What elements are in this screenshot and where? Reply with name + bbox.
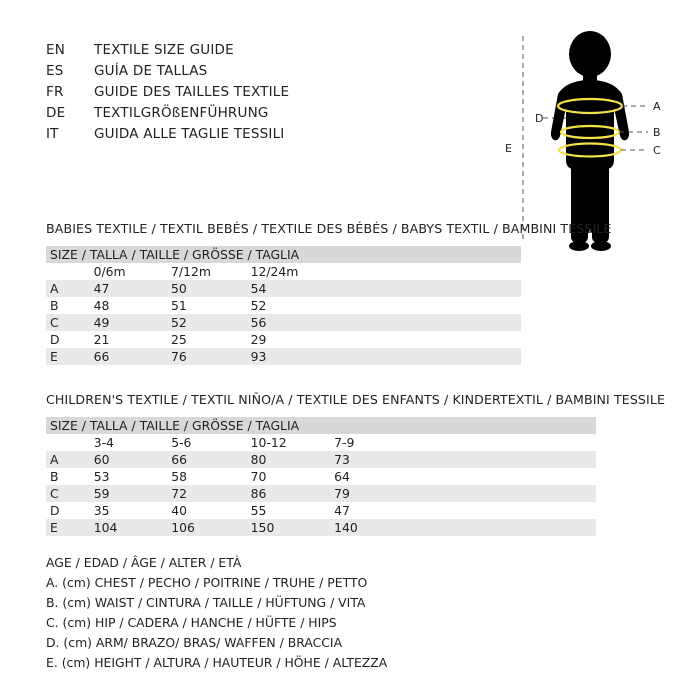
language-title-list <box>46 42 476 147</box>
children-col-3: 7-9 <box>334 434 596 451</box>
children-b-0: 53 <box>94 468 172 485</box>
children-a-0: 60 <box>94 451 172 468</box>
babies-a-1: 50 <box>171 280 251 297</box>
legend-line-b: B. (cm) WAIST / CINTURA / TAILLE / HÜFTUNG / VITA <box>46 595 366 610</box>
figure-letter-e: E <box>505 142 512 155</box>
language-code-de: DE <box>46 105 66 121</box>
children-section-title: CHILDREN'S TEXTILE / TEXTIL NIÑO/A / TEXTILE DES ENFANTS / KINDERTEXTIL / BAMBINI TESSILE <box>46 392 665 407</box>
table-row <box>46 468 596 485</box>
babies-b-0: 48 <box>94 297 171 314</box>
table-row <box>46 348 521 365</box>
babies-section-title: BABIES TEXTILE / TEXTIL BEBÉS / TEXTILE DES BÉBÉS / BABYS TEXTIL / BAMBINI TESSILE <box>46 221 612 236</box>
children-row-label-b: B <box>46 468 94 485</box>
language-text-en: TEXTILE SIZE GUIDE <box>94 42 234 58</box>
children-a-2: 80 <box>251 451 334 468</box>
language-text-it: GUIDA ALLE TAGLIE TESSILI <box>94 126 285 142</box>
babies-column-header-row <box>46 263 521 280</box>
children-e-0: 104 <box>94 519 172 536</box>
babies-d-1: 25 <box>171 331 251 348</box>
figure-letter-a: A <box>653 100 661 113</box>
babies-size-header-row <box>46 246 521 263</box>
children-c-3: 79 <box>334 485 596 502</box>
figure-letter-b: B <box>653 126 661 139</box>
children-a-1: 66 <box>171 451 250 468</box>
children-c-2: 86 <box>251 485 334 502</box>
children-col-2: 10-12 <box>251 434 334 451</box>
children-d-1: 40 <box>171 502 250 519</box>
table-row <box>46 314 521 331</box>
babies-row-label-c: C <box>46 314 94 331</box>
babies-c-2: 56 <box>251 314 521 331</box>
figure-letter-c: C <box>653 144 661 157</box>
children-col-blank <box>46 434 94 451</box>
babies-b-1: 51 <box>171 297 251 314</box>
babies-a-0: 47 <box>94 280 171 297</box>
measurement-legend <box>46 553 387 673</box>
table-row <box>46 451 596 468</box>
children-column-header-row <box>46 434 596 451</box>
babies-col-0: 0/6m <box>94 263 171 280</box>
babies-e-1: 76 <box>171 348 251 365</box>
babies-d-0: 21 <box>94 331 171 348</box>
children-col-0: 3-4 <box>94 434 172 451</box>
children-d-0: 35 <box>94 502 172 519</box>
children-b-3: 64 <box>334 468 596 485</box>
language-text-fr: GUIDE DES TAILLES TEXTILE <box>94 84 290 100</box>
babies-row-label-e: E <box>46 348 94 365</box>
figure-letter-d: D <box>535 112 544 125</box>
legend-line-e: E. (cm) HEIGHT / ALTURA / HAUTEUR / HÖHE / ALTEZZA <box>46 655 388 670</box>
children-row-label-d: D <box>46 502 94 519</box>
table-row <box>46 502 596 519</box>
babies-c-0: 49 <box>94 314 171 331</box>
language-row-es <box>46 63 476 84</box>
language-code-it: IT <box>46 126 59 142</box>
children-col-1: 5-6 <box>171 434 250 451</box>
children-c-0: 59 <box>94 485 172 502</box>
legend-line-age: AGE / EDAD / ÂGE / ALTER / ETÀ <box>46 555 242 570</box>
language-row-en <box>46 42 476 63</box>
babies-b-2: 52 <box>251 297 521 314</box>
children-row-label-a: A <box>46 451 94 468</box>
children-size-table <box>46 417 596 536</box>
children-d-2: 55 <box>251 502 334 519</box>
table-row <box>46 331 521 348</box>
table-row <box>46 280 521 297</box>
language-row-fr <box>46 84 476 105</box>
child-silhouette <box>551 31 629 251</box>
language-row-it <box>46 126 476 147</box>
legend-line-c: C. (cm) HIP / CADERA / HANCHE / HÜFTE / HIPS <box>46 615 337 630</box>
children-a-3: 73 <box>334 451 596 468</box>
children-row-label-c: C <box>46 485 94 502</box>
children-c-1: 72 <box>171 485 250 502</box>
legend-line-a: A. (cm) CHEST / PECHO / POITRINE / TRUHE / PETTO <box>46 575 368 590</box>
children-e-1: 106 <box>171 519 250 536</box>
children-e-3: 140 <box>334 519 596 536</box>
babies-c-1: 52 <box>171 314 251 331</box>
children-b-2: 70 <box>251 468 334 485</box>
babies-d-2: 29 <box>251 331 521 348</box>
babies-a-2: 54 <box>251 280 521 297</box>
babies-col-2: 12/24m <box>251 263 521 280</box>
language-code-en: EN <box>46 42 66 58</box>
children-size-header-row <box>46 417 596 434</box>
babies-row-label-b: B <box>46 297 94 314</box>
babies-col-1: 7/12m <box>171 263 251 280</box>
children-b-1: 58 <box>171 468 250 485</box>
language-text-es: GUÍA DE TALLAS <box>94 63 208 79</box>
babies-size-header: SIZE / TALLA / TAILLE / GRÖSSE / TAGLIA <box>46 246 521 263</box>
babies-col-blank <box>46 263 94 280</box>
babies-e-2: 93 <box>251 348 521 365</box>
children-row-label-e: E <box>46 519 94 536</box>
children-e-2: 150 <box>251 519 334 536</box>
language-text-de: TEXTILGRÖßENFÜHRUNG <box>94 105 269 121</box>
legend-line-d: D. (cm) ARM/ BRAZO/ BRAS/ WAFFEN / BRACCIA <box>46 635 343 650</box>
babies-row-label-a: A <box>46 280 94 297</box>
table-row <box>46 485 596 502</box>
children-size-header: SIZE / TALLA / TAILLE / GRÖSSE / TAGLIA <box>46 417 596 434</box>
language-code-fr: FR <box>46 84 64 100</box>
children-d-3: 47 <box>334 502 596 519</box>
table-row <box>46 297 521 314</box>
language-row-de <box>46 105 476 126</box>
babies-size-table <box>46 246 521 365</box>
babies-row-label-d: D <box>46 331 94 348</box>
table-row <box>46 519 596 536</box>
language-code-es: ES <box>46 63 64 79</box>
babies-e-0: 66 <box>94 348 171 365</box>
